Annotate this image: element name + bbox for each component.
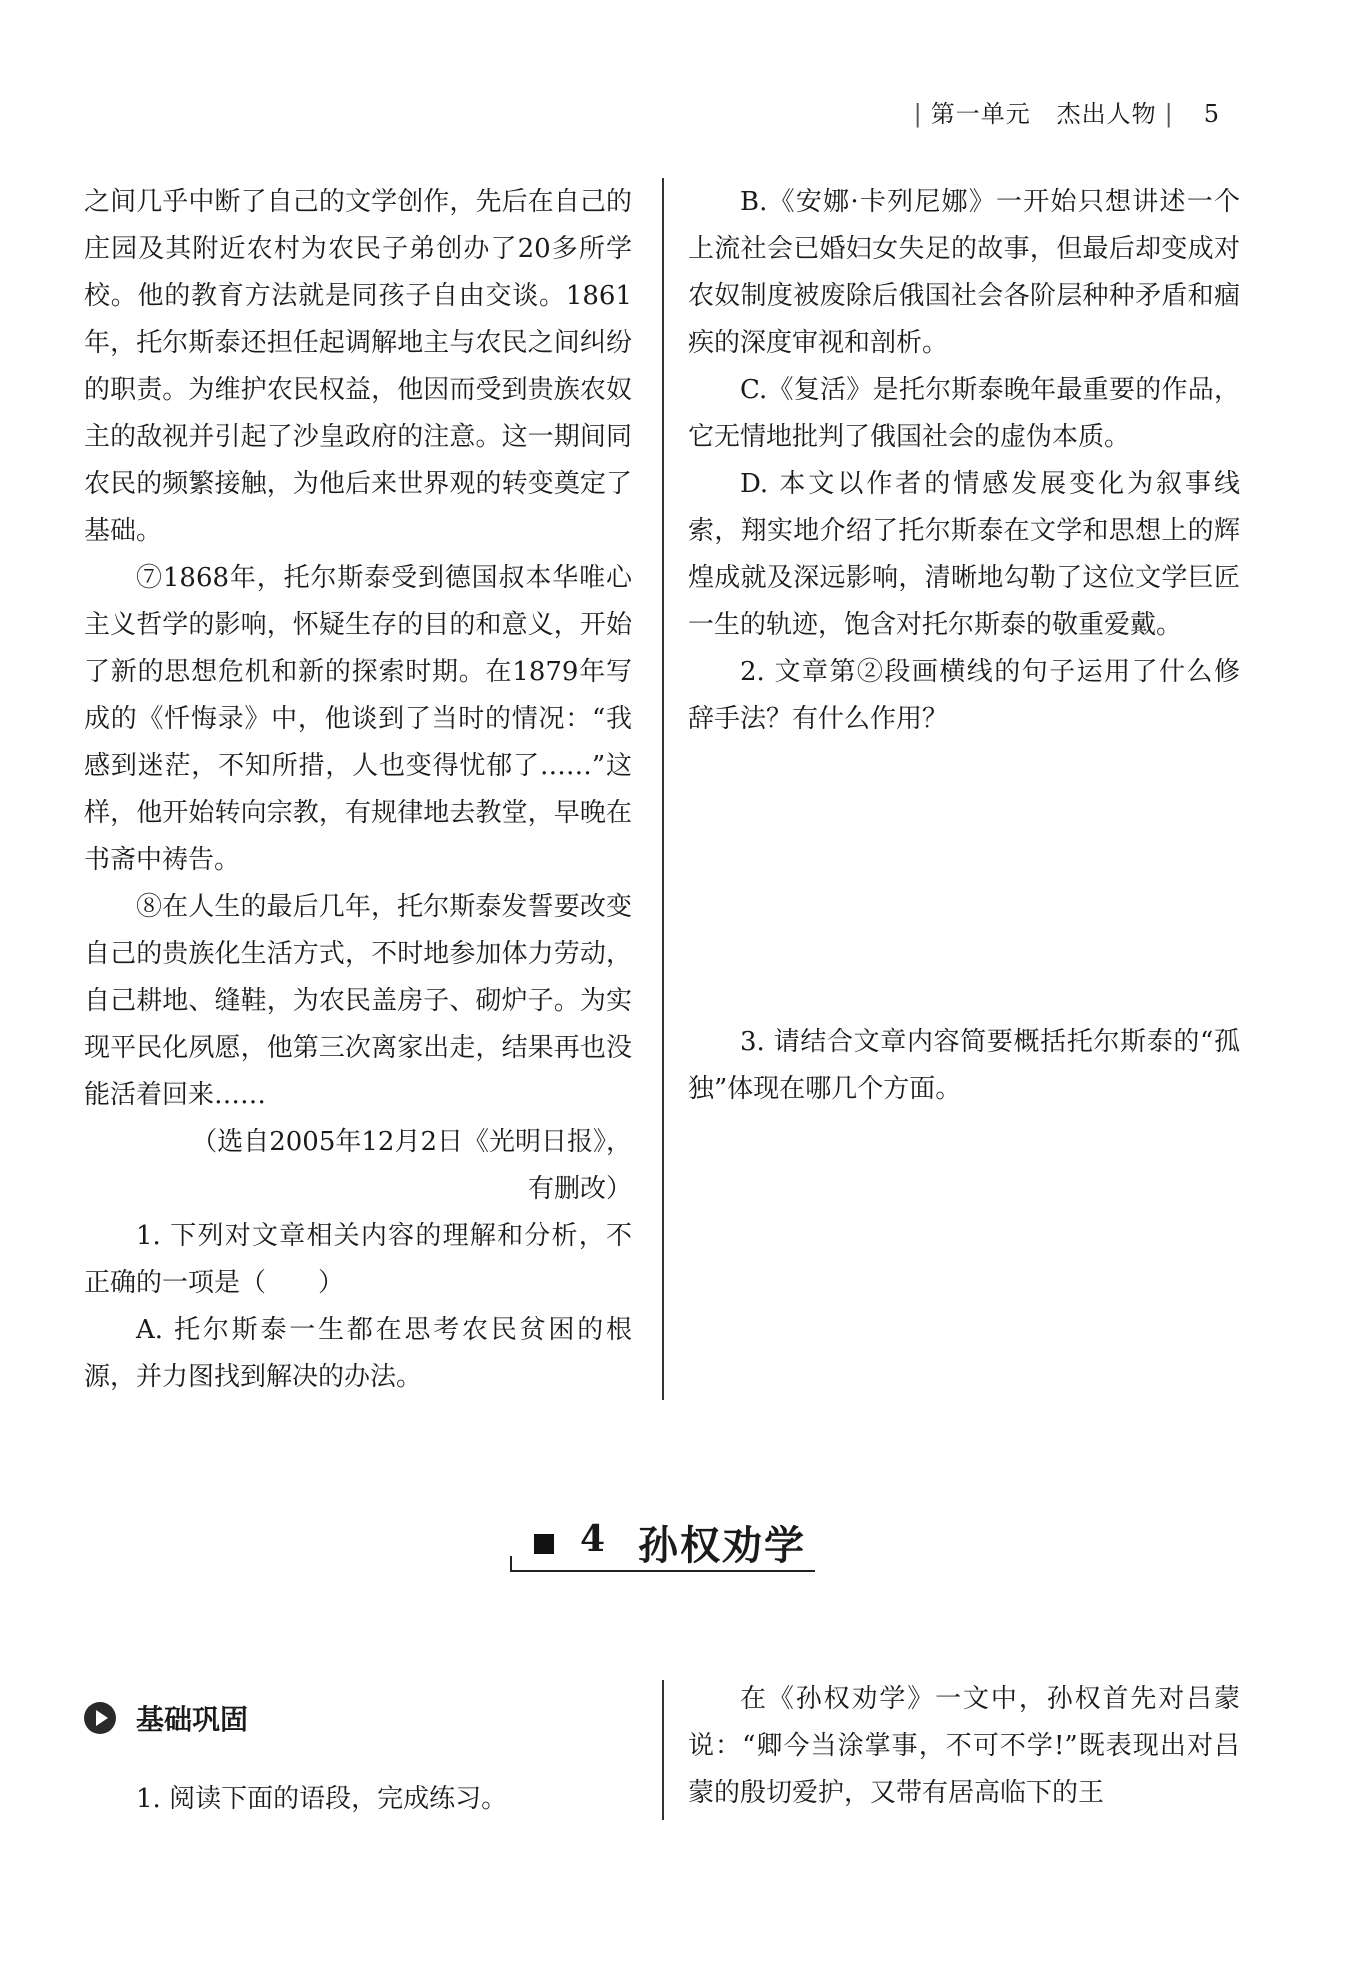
source-citation-line2: 有删改） (527, 1174, 632, 1204)
question-1: 1. 下列对文章相关内容的理解和分析，不正确的一项是（ ） (84, 1221, 632, 1298)
column-divider-bottom (662, 1680, 664, 1820)
section-question-1-text: 1. 阅读下面的语段，完成练习。 (136, 1784, 508, 1814)
play-triangle-icon (84, 1702, 116, 1734)
option-d: D. 本文以作者的情感发展变化为叙事线索，翔实地介绍了托尔斯泰在文学和思想上的辉煌成就及深远影响，清晰地勾勒了这位文学巨匠一生的轨迹，饱含对托尔斯泰的敬重爱戴。 (688, 469, 1240, 640)
column-divider (662, 178, 664, 1400)
header-divider: | (913, 100, 923, 128)
section-question-1 (84, 1776, 632, 1823)
header-unit: 第一单元 (930, 100, 1031, 128)
left-column (84, 179, 632, 1401)
question-2: 2. 文章第②段画横线的句子运用了什么修辞手法？有什么作用？ (688, 657, 1240, 734)
bottom-right-text: 在《孙权劝学》一文中，孙权首先对吕蒙说：“卿今当涂掌事，不可不学!”既表现出对吕蒙的殷切爱护，又带有居高临下的王 (688, 1684, 1240, 1808)
question-3: 3. 请结合文章内容简要概括托尔斯泰的“孤独”体现在哪几个方面。 (688, 1027, 1240, 1104)
section-label: 基础巩固 (136, 1703, 249, 1736)
heading-underline (510, 1570, 815, 1572)
paragraph-8: ⑧在人生的最后几年，托尔斯泰发誓要改变自己的贵族化生活方式，不时地参加体力劳动，自己耕地、缝鞋，为农民盖房子、砌炉子。为实现平民化夙愿，他第三次离家出走，结果再也没能活着回来…… (84, 892, 632, 1110)
answer-space (688, 743, 1240, 1019)
heading-bracket (510, 1556, 512, 1570)
running-header (906, 94, 1220, 129)
option-c: C.《复活》是托尔斯泰晚年最重要的作品，它无情地批判了俄国社会的虚伪本质。 (688, 375, 1240, 452)
paragraph-continued: 之间几乎中断了自己的文学创作，先后在自己的庄园及其附近农村为农民子弟创办了20多所学校。他的教育方法就是同孩子自由交谈。1861年，托尔斯泰还担任起调解地主与农民之间纠纷的职责。为维护农民权益，他因而受到贵族农奴主的敌视并引起了沙皇政府的注意。这一期间同农民的频繁接触，为他后来世界观的转变奠定了基础。 (84, 187, 632, 546)
square-bullet-icon (534, 1534, 554, 1554)
option-a: A. 托尔斯泰一生都在思考农民贫困的根源，并力图找到解决的办法。 (84, 1315, 632, 1392)
lesson-number: 4 (580, 1518, 606, 1560)
page-number: 5 (1203, 100, 1220, 128)
header-divider: | (1164, 100, 1174, 128)
bottom-right-paragraph (688, 1676, 1240, 1817)
source-citation-line1: （选自2005年12月2日《光明日报》， (191, 1127, 632, 1157)
lesson-title: 孙权劝学 (638, 1522, 806, 1569)
option-b: B.《安娜·卡列尼娜》一开始只想讲述一个上流社会已婚妇女失足的故事，但最后却变成对农奴制度被废除后俄国社会各阶层种种矛盾和痼疾的深度审视和剖析。 (688, 187, 1240, 358)
lesson-heading (510, 1516, 815, 1578)
paragraph-7: ⑦1868年，托尔斯泰受到德国叔本华唯心主义哲学的影响，怀疑生存的目的和意义，开始了新的思想危机和新的探索时期。在1879年写成的《忏悔录》中，他谈到了当时的情况：“我感到迷茫，不知所措，人也变得忧郁了……”这样，他开始转向宗教，有规律地去教堂，早晚在书斋中祷告。 (84, 563, 632, 875)
header-section: 杰出人物 (1056, 100, 1157, 128)
right-column (688, 179, 1240, 1113)
